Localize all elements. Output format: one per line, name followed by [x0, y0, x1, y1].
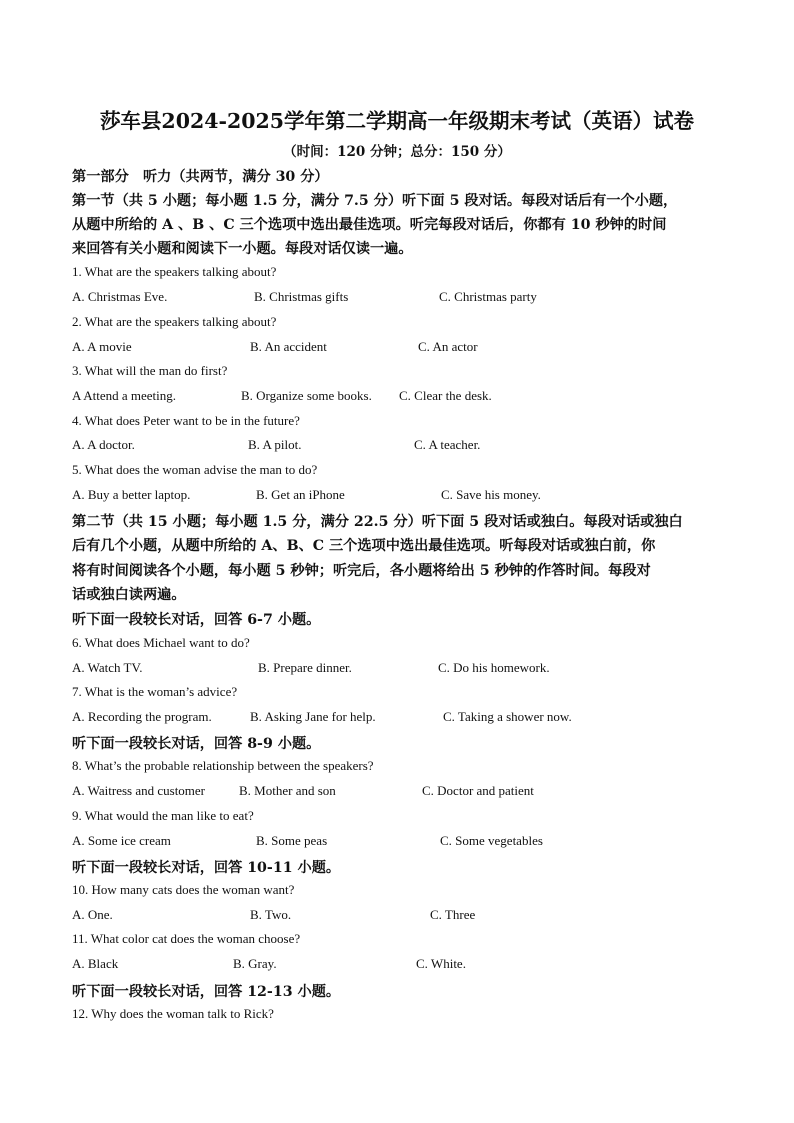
dialogue-note: 听下面一段较长对话，回答 6-7 小题。: [72, 612, 321, 628]
option-b: B. Asking Jane for help.: [250, 709, 376, 724]
option-a: A Attend a meeting.: [72, 388, 176, 403]
section2-instructions-line: 后有几个小题，从题中所给的 A、B、C 三个选项中选出最佳选项。听每段对话或独白前，你: [72, 538, 656, 554]
question-text: 3. What will the man do first?: [72, 363, 228, 378]
option-c: C. Some vegetables: [440, 833, 543, 848]
question-text: 10. How many cats does the woman want?: [72, 882, 295, 897]
option-b: B. Get an iPhone: [256, 487, 345, 502]
option-c: C. An actor: [418, 339, 478, 354]
option-b: B. Two.: [250, 907, 292, 922]
question-text: 8. What’s the probable relationship between the speakers?: [72, 758, 374, 773]
dialogue-note: 听下面一段较长对话，回答 8-9 小题。: [72, 736, 321, 752]
question-text: 9. What would the man like to eat?: [72, 808, 254, 823]
section2-instructions-line: 将有时间阅读各个小题，每小题 5 秒钟；听完后，各小题将给出 5 秒钟的作答时间。每段对: [72, 563, 651, 579]
question-text: 1. What are the speakers talking about?: [72, 264, 277, 279]
option-b: B. Organize some books.: [241, 388, 372, 403]
section1-instructions-line: 来回答有关小题和阅读下一小题。每段对话仅读一遍。: [72, 241, 413, 257]
question-text: 11. What color cat does the woman choose?: [72, 931, 301, 946]
question-text: 4. What does Peter want to be in the future?: [72, 413, 300, 428]
option-a: A. Christmas Eve.: [72, 289, 168, 304]
part1-heading: 第一部分 听力（共两节，满分 30 分）: [72, 169, 329, 185]
option-c: C. Taking a shower now.: [443, 709, 572, 724]
option-c: C. White.: [416, 956, 466, 971]
option-c: C. A teacher.: [414, 437, 481, 452]
section2-instructions-line: 第二节（共 15 小题；每小题 1.5 分，满分 22.5 分）听下面 5 段对话或独白。每段对话或独白: [72, 514, 683, 530]
question-text: 5. What does the woman advise the man to do?: [72, 462, 318, 477]
option-b: B. Christmas gifts: [254, 289, 349, 304]
option-c: C. Christmas party: [439, 289, 537, 304]
section2-instructions-line: 话或独白读两遍。: [72, 587, 186, 603]
question-text: 12. Why does the woman talk to Rick?: [72, 1006, 274, 1021]
option-a: A. Recording the program.: [72, 709, 212, 724]
option-c: C. Three: [430, 907, 476, 922]
question-text: 7. What is the woman’s advice?: [72, 684, 238, 699]
section1-instructions-line: 从题中所给的 A 、B 、C 三个选项中选出最佳选项。听完每段对话后，你都有 10 秒钟的时间: [72, 217, 667, 233]
section1-instructions-line: 第一节（共 5 小题；每小题 1.5 分，满分 7.5 分）听下面 5 段对话。每段对话后有一个小题，: [72, 193, 678, 209]
option-a: A. Black: [72, 956, 119, 971]
exam-time-score: （时间：120 分钟；总分：150 分）: [283, 144, 511, 160]
option-b: B. Some peas: [256, 833, 328, 848]
option-a: A. A doctor.: [72, 437, 135, 452]
dialogue-note: 听下面一段较长对话，回答 10-11 小题。: [72, 860, 341, 876]
option-c: C. Doctor and patient: [422, 783, 534, 798]
option-c: C. Clear the desk.: [399, 388, 492, 403]
option-c: C. Save his money.: [441, 487, 541, 502]
option-a: A. A movie: [72, 339, 132, 354]
option-c: C. Do his homework.: [438, 660, 550, 675]
option-b: B. Gray.: [233, 956, 277, 971]
option-b: B. A pilot.: [248, 437, 302, 452]
option-a: A. Watch TV.: [72, 660, 143, 675]
exam-title: 莎车县2024-2025学年第二学期高一年级期末考试（英语）试卷: [99, 109, 695, 133]
option-a: A. Buy a better laptop.: [72, 487, 191, 502]
option-b: B. Prepare dinner.: [258, 660, 352, 675]
option-b: B. An accident: [250, 339, 327, 354]
question-text: 6. What does Michael want to do?: [72, 635, 250, 650]
option-a: A. One.: [72, 907, 113, 922]
option-a: A. Waitress and customer: [72, 783, 206, 798]
option-b: B. Mother and son: [239, 783, 336, 798]
option-a: A. Some ice cream: [72, 833, 171, 848]
dialogue-note: 听下面一段较长对话，回答 12-13 小题。: [72, 984, 341, 1000]
question-text: 2. What are the speakers talking about?: [72, 314, 277, 329]
